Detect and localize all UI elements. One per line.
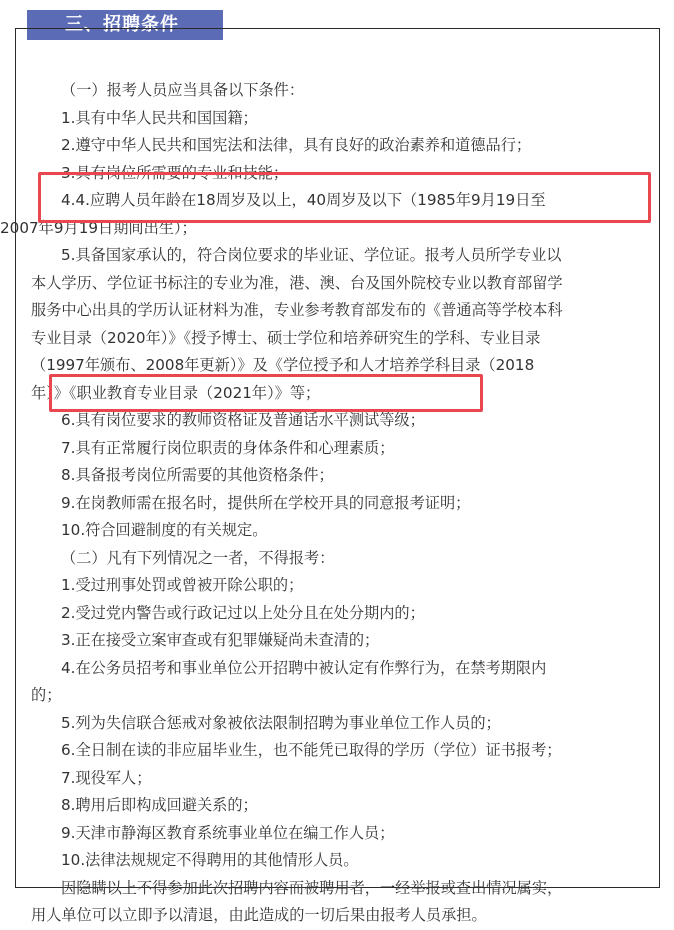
condition-item: 7.具有正常履行岗位职责的身体条件和心理素质； — [61, 438, 395, 457]
condition-item: 8.具备报考岗位所需要的其他资格条件； — [61, 466, 334, 484]
condition-item-diploma-continued: （1997年颁布、2008年更新）》及《学位授予和人才培养学科目录（2018 — [31, 356, 535, 374]
conditions-heading: （一）报考人员应当具备以下条件： — [61, 81, 304, 99]
exclusion-item: 8.聘用后即构成回避关系的； — [61, 796, 258, 814]
highlight-box-age — [38, 172, 651, 223]
condition-item: 10.符合回避制度的有关规定。 — [61, 521, 268, 539]
exclusion-item: 5.列为失信联合惩戒对象被依法限制招聘为事业单位工作人员的； — [61, 713, 501, 732]
condition-item-age-continued: 2007年9月19日期间出生）； — [0, 218, 197, 237]
condition-item: 2.遵守中华人民共和国宪法和法律，具有良好的政治素养和道德品行； — [61, 136, 532, 154]
condition-item-diploma-continued: 专业目录（2020年）》《授予博士、硕士学位和培养研究生的学科、专业目录 — [31, 328, 541, 347]
highlight-box-teacher-cert — [49, 374, 483, 412]
condition-item-age: 4.4.应聘人员年龄在18周岁及以上，40周岁及以下（1985年9月19日至 — [61, 191, 546, 209]
exclusion-item: 10.法律法规规定不得聘用的其他情形人员。 — [61, 851, 359, 869]
exclusion-item: 3.正在接受立案审查或有犯罪嫌疑尚未查清的； — [61, 631, 380, 649]
exclusion-item: 7.现役军人； — [61, 768, 152, 787]
condition-item-diploma-continued: 年）》《职业教育专业目录（2021年）》等； — [31, 383, 321, 402]
exclusion-item-continued: 的； — [31, 686, 62, 704]
condition-item-teacher-cert: 6.具有岗位要求的教师资格证及普通话水平测试等级； — [61, 411, 425, 429]
condition-item: 9.在岗教师需在报名时，提供所在学校开具的同意报考证明； — [61, 493, 471, 512]
condition-item-diploma: 5.具备国家承认的，符合岗位要求的毕业证、学位证。报考人员所学专业以 — [61, 246, 562, 264]
exclusion-item: 2.受过党内警告或行政记过以上处分且在处分期内的； — [61, 603, 425, 622]
exclusion-item: 6.全日制在读的非应届毕业生，也不能凭已取得的学历（学位）证书报考； — [61, 741, 562, 759]
exclusion-item: 9.天津市静海区教育系统事业单位在编工作人员； — [61, 823, 395, 842]
exclusion-item: 4.在公务员招考和事业单位公开招聘中被认定有作弊行为，在禁考期限内 — [61, 658, 547, 677]
exclusions-heading: （二）凡有下列情况之一者，不得报考： — [61, 548, 335, 567]
closing-paragraph: 因隐瞒以上不得参加此次招聘内容而被聘用者，一经举报或查出情况属实， — [61, 878, 563, 897]
closing-paragraph-continued: 用人单位可以立即予以清退，由此造成的一切后果由报考人员承担。 — [31, 906, 487, 924]
exclusion-item: 1.受过刑事处罚或曾被开除公职的； — [61, 576, 304, 594]
condition-item: 3.具有岗位所需要的专业和技能； — [61, 163, 289, 182]
condition-item-diploma-continued: 本人学历、学位证书标注的专业为准，港、澳、台及国外院校专业以教育部留学 — [31, 273, 563, 292]
condition-item-diploma-continued: 服务中心出具的学历认证材料为准，专业参考教育部发布的《普通高等学校本科 — [31, 301, 563, 319]
section-title-tab: 三、招聘条件 — [27, 10, 223, 40]
condition-item: 1.具有中华人民共和国国籍； — [61, 108, 258, 127]
